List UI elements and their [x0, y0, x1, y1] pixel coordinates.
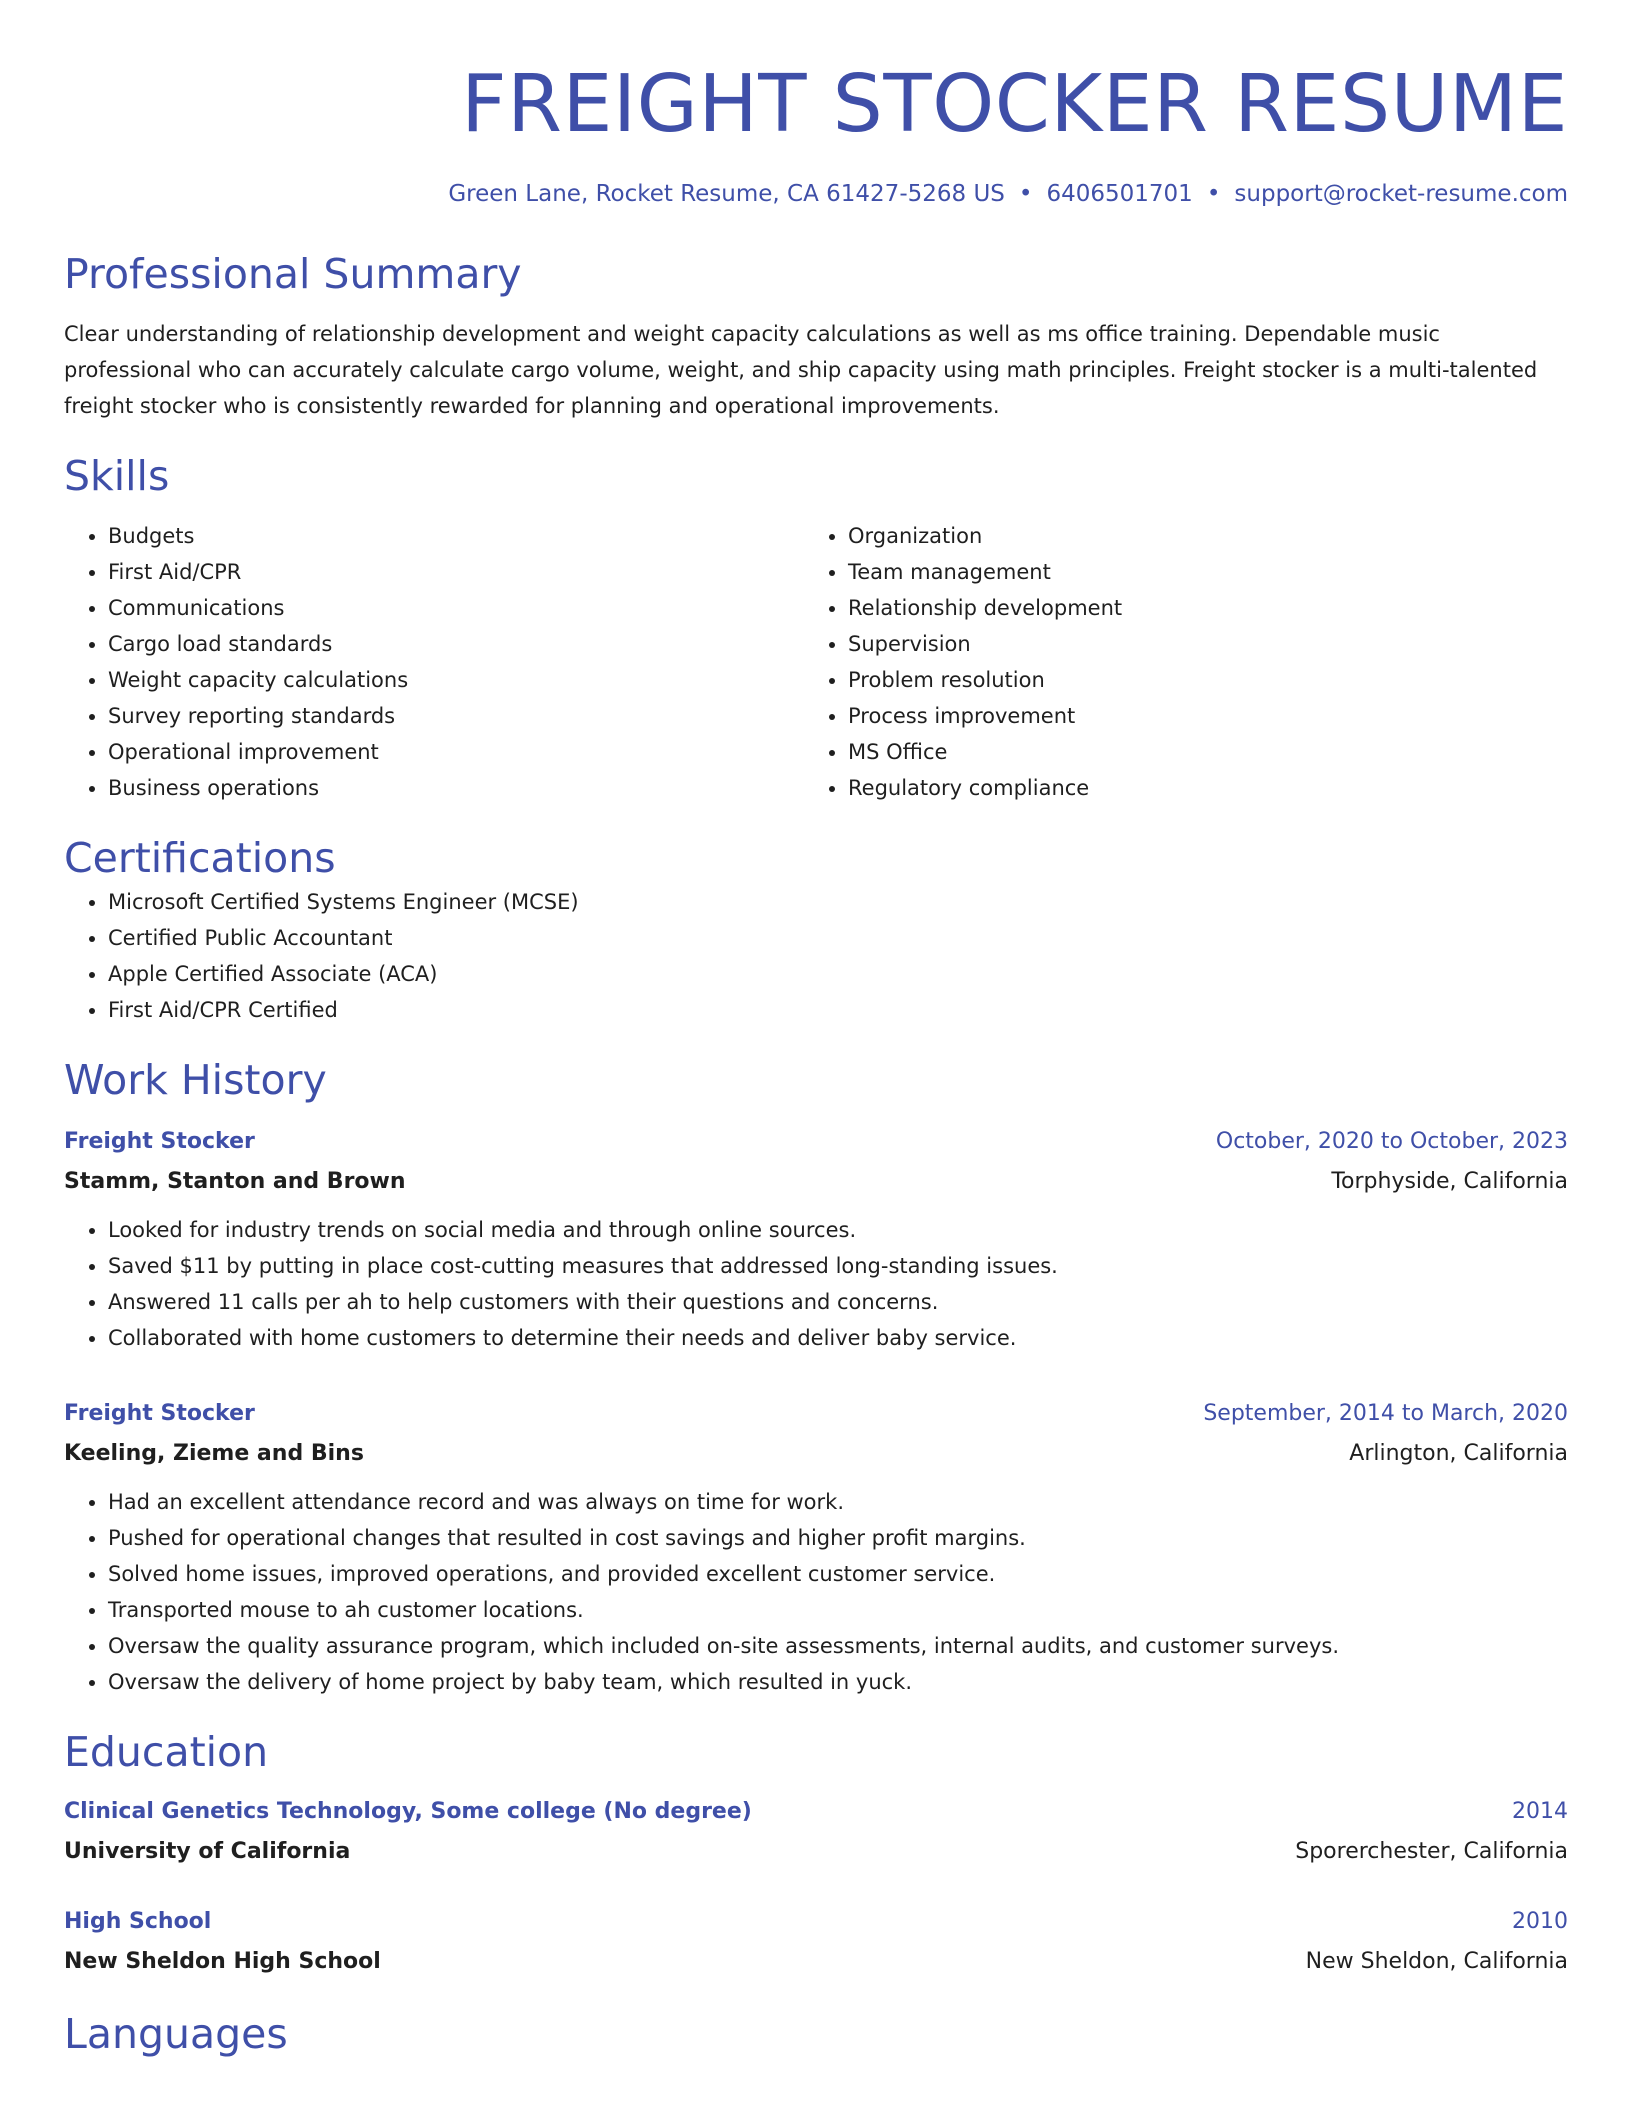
- education-year: 2014: [1512, 1799, 1568, 1824]
- job-role: Freight Stocker: [64, 1401, 255, 1426]
- education-degree: Clinical Genetics Technology, Some college (No degree): [64, 1799, 752, 1824]
- job-entry: [64, 1394, 1568, 1700]
- education-year: 2010: [1512, 1909, 1568, 1934]
- job-bullet: • Answered 11 calls per ah to help customers with their questions and concerns.: [108, 1284, 1568, 1320]
- section-title-education: Education: [64, 1728, 269, 1776]
- job-bullet: • Collaborated with home customers to determine their needs and deliver baby service.: [108, 1320, 1568, 1356]
- job-dates: October, 2020 to October, 2023: [1215, 1129, 1568, 1154]
- job-header-row: [64, 1122, 1568, 1162]
- section-title-summary: Professional Summary: [64, 250, 522, 298]
- education-entry: [64, 1792, 1568, 1872]
- contact-separator: •: [1018, 181, 1033, 207]
- job-location: Torphyside, California: [1331, 1169, 1568, 1194]
- job-bullets: [64, 1484, 1568, 1700]
- skill-item: • Operational improvement: [108, 734, 804, 770]
- certifications-list: [64, 884, 1568, 1028]
- job-entry: [64, 1122, 1568, 1356]
- skill-item: • Regulatory compliance: [848, 770, 1544, 806]
- skill-item: • Problem resolution: [848, 662, 1544, 698]
- job-company: Keeling, Zieme and Bins: [64, 1441, 364, 1466]
- skill-item: • Weight capacity calculations: [108, 662, 804, 698]
- contact-email[interactable]: support@rocket-resume.com: [1234, 181, 1568, 207]
- certification-item: • First Aid/CPR Certified: [108, 992, 1568, 1028]
- job-bullet: • Solved home issues, improved operations, and provided excellent customer service.: [108, 1556, 1568, 1592]
- summary-text: Clear understanding of relationship development and weight capacity calculations as well as ms office training. Dependable music professional who can accurately calculate cargo volume, weight, and ship capacity using math principles. Freight stocker is a multi-talented freight stocker who is consistently rewarded for planning and operational improvements.: [64, 322, 1538, 418]
- education-school: New Sheldon High School: [64, 1949, 381, 1974]
- education-school-row: [64, 1942, 1568, 1982]
- section-title-skills: Skills: [64, 452, 170, 500]
- job-bullets: [64, 1212, 1568, 1356]
- skill-item: • Team management: [848, 554, 1544, 590]
- education-degree: High School: [64, 1909, 212, 1934]
- contact-separator: •: [1206, 181, 1221, 207]
- contact-address: Green Lane, Rocket Resume, CA 61427-5268 US: [448, 181, 1005, 207]
- section-title-work-history: Work History: [64, 1056, 327, 1104]
- skill-item: • MS Office: [848, 734, 1544, 770]
- job-bullet: • Oversaw the quality assurance program, which included on-site assessments, internal audits, and customer surveys.: [108, 1628, 1568, 1664]
- job-bullet: • Had an excellent attendance record and was always on time for work.: [108, 1484, 1568, 1520]
- skill-item: • Budgets: [108, 518, 804, 554]
- skill-item: • Cargo load standards: [108, 626, 804, 662]
- resume-header: [64, 0, 1568, 210]
- education-school-row: [64, 1832, 1568, 1872]
- education-school: University of California: [64, 1839, 351, 1864]
- contact-phone[interactable]: 6406501701: [1046, 181, 1193, 207]
- job-bullet: • Saved $11 by putting in place cost-cutting measures that addressed long-standing issues.: [108, 1248, 1568, 1284]
- education-entry: [64, 1902, 1568, 1982]
- job-company: Stamm, Stanton and Brown: [64, 1169, 406, 1194]
- job-role: Freight Stocker: [64, 1129, 255, 1154]
- education-location: Sporerchester, California: [1295, 1839, 1568, 1864]
- skill-item: • Communications: [108, 590, 804, 626]
- skills-list-right: [804, 518, 1544, 806]
- skill-item: • First Aid/CPR: [108, 554, 804, 590]
- job-company-row: [64, 1434, 1568, 1474]
- education-header-row: [64, 1902, 1568, 1942]
- skills-list-left: [64, 518, 804, 806]
- skill-item: • Business operations: [108, 770, 804, 806]
- skills-grid: [64, 518, 1568, 806]
- job-bullet: • Oversaw the delivery of home project by baby team, which resulted in yuck.: [108, 1664, 1568, 1700]
- certification-item: • Apple Certified Associate (ACA): [108, 956, 1568, 992]
- job-bullet: • Pushed for operational changes that resulted in cost savings and higher profit margins.: [108, 1520, 1568, 1556]
- job-location: Arlington, California: [1349, 1441, 1568, 1466]
- skill-item: • Relationship development: [848, 590, 1544, 626]
- section-title-languages: Languages: [64, 2010, 288, 2058]
- education-header-row: [64, 1792, 1568, 1832]
- certification-item: • Certified Public Accountant: [108, 920, 1568, 956]
- contact-line: [64, 178, 1568, 210]
- education-location: New Sheldon, California: [1305, 1949, 1568, 1974]
- job-header-row: [64, 1394, 1568, 1434]
- skills-column-right: [804, 518, 1544, 806]
- skill-item: • Organization: [848, 518, 1544, 554]
- skill-item: • Survey reporting standards: [108, 698, 804, 734]
- certification-item: • Microsoft Certified Systems Engineer (MCSE): [108, 884, 1568, 920]
- resume-title: FREIGHT STOCKER RESUME: [461, 58, 1568, 150]
- job-bullet: • Looked for industry trends on social media and through online sources.: [108, 1212, 1568, 1248]
- job-company-row: [64, 1162, 1568, 1202]
- job-bullet: • Transported mouse to ah customer locations.: [108, 1592, 1568, 1628]
- job-dates: September, 2014 to March, 2020: [1203, 1401, 1568, 1426]
- skill-item: • Process improvement: [848, 698, 1544, 734]
- section-title-certifications: Certifications: [64, 834, 336, 882]
- skills-column-left: [64, 518, 804, 806]
- skill-item: • Supervision: [848, 626, 1544, 662]
